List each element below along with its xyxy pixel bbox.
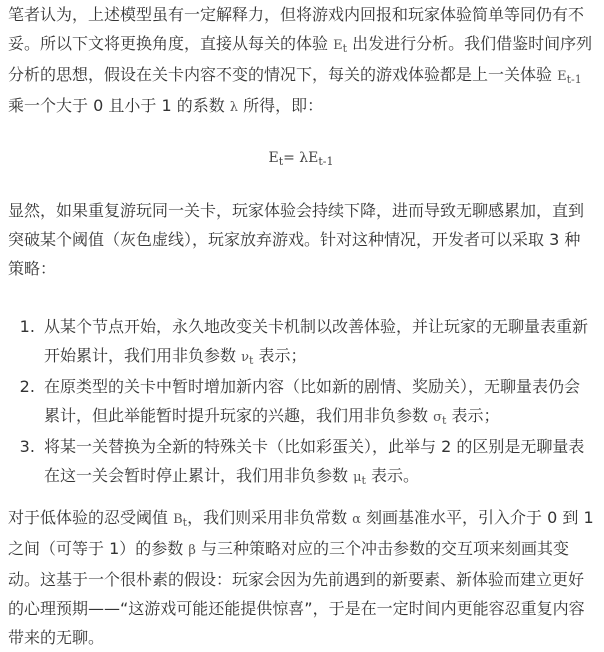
text: 所得，即： <box>238 96 324 115</box>
paragraph-strategies-intro: 显然，如果重复游玩同一关卡，玩家体验会持续下降，进而导致无聊感累加，直到突破某个阈值（灰色虚线），玩家放弃游戏。针对这种情况，开发者可以采取 3 种策略： <box>8 201 585 278</box>
math-symbol: ν <box>241 350 249 365</box>
formula-lhs: E <box>268 150 279 166</box>
math-symbol: B <box>173 512 183 527</box>
math-subscript: t <box>249 354 254 367</box>
math-e-t <box>333 38 347 53</box>
list-item <box>40 372 594 432</box>
list-item <box>40 312 594 372</box>
text: 将某一关替换为全新的特殊关卡（比如彩蛋关），此举与 2 的区别是无聊量表在这一关会暂时停止累计，我们用非负参数 <box>44 437 585 485</box>
strategy-list <box>8 312 594 492</box>
text: 对于低体验的忍受阈值 <box>8 508 174 527</box>
math-symbol: E <box>557 69 567 84</box>
math-subscript: t-1 <box>566 73 582 86</box>
math-subscript: t <box>441 414 447 427</box>
text: 在原类型的关卡中暂时增加新内容（比如新的剧情、奖励关），无聊量表仍会累计，但此举能暂时提升玩家的兴趣，我们用非负参数 <box>44 377 581 425</box>
math-lambda: λ <box>229 100 239 115</box>
text: 从某个节点开始，永久地改变关卡机制以改善体验，并让玩家的无聊量表重新开始累计，我们用非负参数 <box>44 317 589 365</box>
formula <box>8 144 594 173</box>
formula-rhs: = λE <box>283 150 319 166</box>
math-alpha: α <box>352 512 361 527</box>
paragraph-threshold <box>8 503 594 652</box>
math-symbol: E <box>333 38 343 53</box>
text: 出发进行分析。我们借鉴时间序列分析的思想，假设在关卡内容不变的情况下，每关的游戏体验都是上一关体验 <box>8 34 593 84</box>
text: 表示； <box>253 346 307 365</box>
formula-lhs-sub: t <box>278 155 284 168</box>
math-subscript: t <box>182 516 188 529</box>
text: 乘一个大于 0 且小于 1 的系数 <box>8 96 230 115</box>
math-symbol: σ <box>433 410 442 425</box>
text: ，我们则采用非负常数 <box>187 508 353 527</box>
list-item <box>40 432 594 492</box>
text: 表示； <box>446 406 500 425</box>
text: 笔者认为，上述模型虽有一定解释力，但将游戏内回报和玩家体验简单等同仍有不妥。所以下文将更换角度，直接从每关的体验 <box>8 5 585 53</box>
text: 与三种策略对应的三个冲击参数的交互项来刻画其变动。这基于一个很朴素的假设：玩家会因为先前遇到的新要素、新体验而建立更好的心理预期——“这游戏可能还能提供惊喜”，于是在一定时间内更能容忍重复内容带来的无聊。 <box>8 539 585 647</box>
formula-rhs-sub: t-1 <box>318 155 334 168</box>
math-symbol: μ <box>353 470 362 485</box>
text: 刻画基准水平，引入介于 0 到 1 之间（可等于 1）的参数 <box>8 508 594 558</box>
math-e-t-1 <box>557 69 582 84</box>
math-b-t <box>173 512 187 527</box>
math-subscript: t <box>342 42 348 55</box>
math-sigma <box>433 410 446 425</box>
math-subscript: t <box>361 474 366 487</box>
math-nu <box>241 350 253 365</box>
math-mu <box>353 470 366 485</box>
text: 表示。 <box>365 466 420 485</box>
math-beta: β <box>188 543 196 558</box>
paragraph-intro <box>8 0 594 122</box>
